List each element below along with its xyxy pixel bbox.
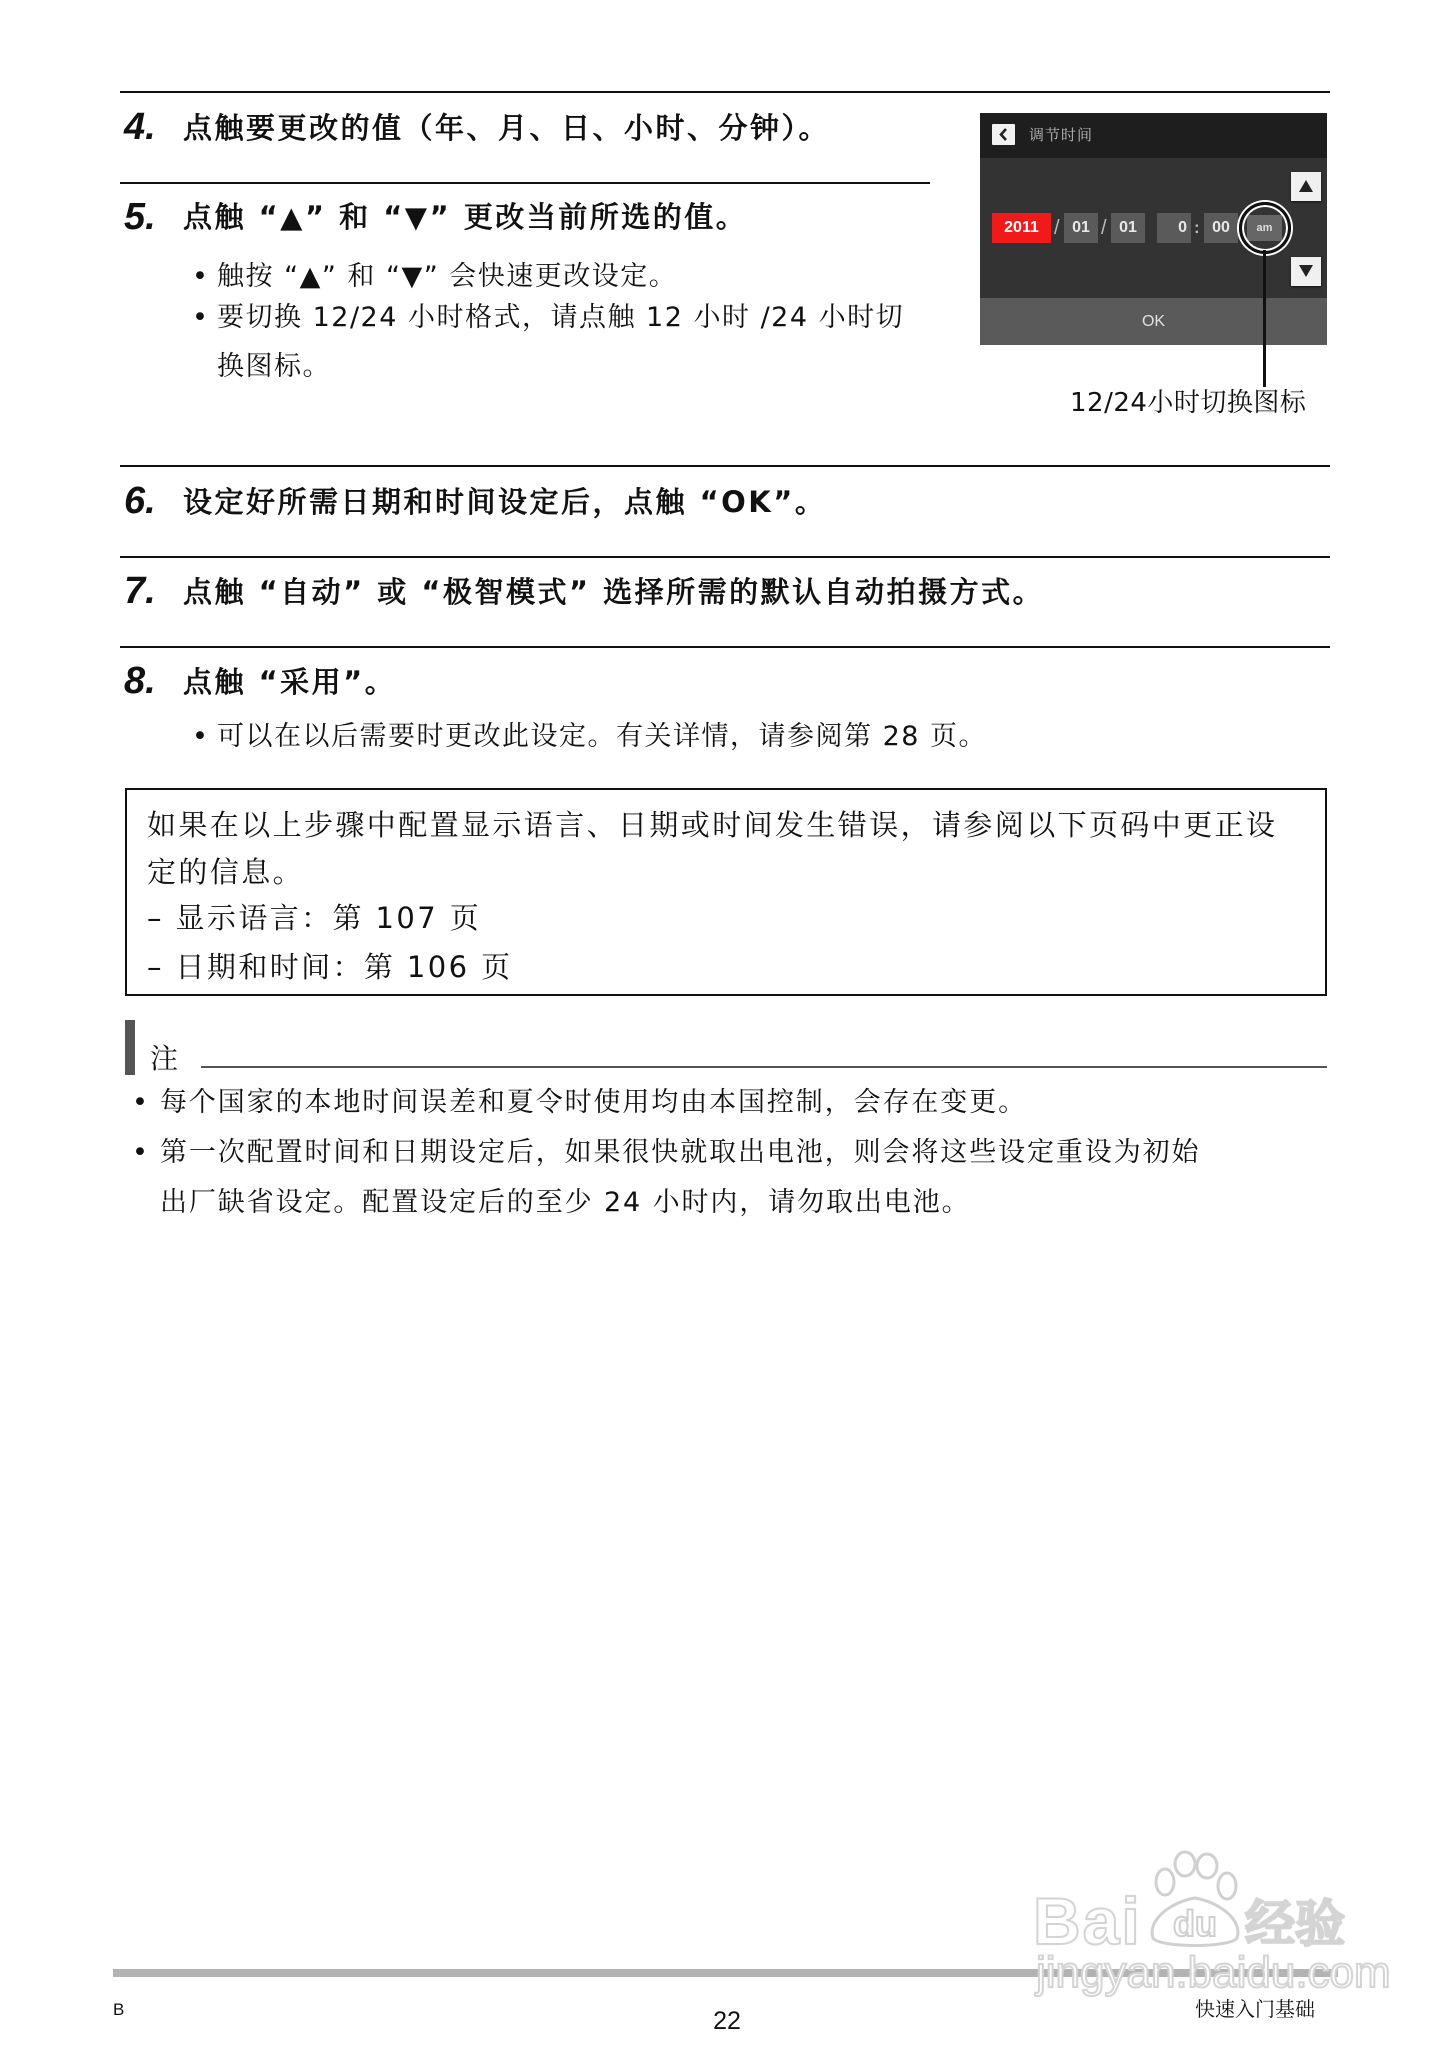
- step-instruction: 点触要更改的值（年、月、日、小时、分钟）。: [183, 111, 831, 145]
- info-page-reference: – 显示语言：第 107 页: [147, 901, 482, 935]
- note-text: 第一次配置时间和日期设定后，如果很快就取出电池，则会将这些设定重设为初始: [160, 1137, 1201, 1168]
- bullet-text: 可以在以后需要时更改此设定。有关详情，请参阅第 28 页。: [217, 721, 988, 752]
- note-divider: [201, 1066, 1327, 1068]
- note-item-continuation: [160, 1186, 971, 1220]
- paw-logo-icon: [1143, 1850, 1247, 1950]
- screen-header: [980, 113, 1327, 158]
- info-text: 定的信息。: [147, 855, 305, 889]
- info-box: [125, 788, 1327, 996]
- step-instruction: 点触 “自动” 或 “极智模式” 选择所需的默认自动拍摄方式。: [183, 575, 1045, 609]
- year-field[interactable]: 2011: [992, 213, 1051, 243]
- bullet-dot: •: [192, 302, 210, 333]
- bullet-item: [192, 301, 905, 335]
- divider: [120, 465, 1330, 467]
- hour-field[interactable]: 0: [1157, 213, 1191, 243]
- bullet-item: [192, 260, 678, 294]
- note-heading: 注: [150, 1042, 179, 1075]
- page-number: 22: [713, 2007, 741, 2035]
- callout-circle: [1239, 202, 1291, 254]
- 12-24-hour-toggle[interactable]: am: [1247, 215, 1282, 241]
- minute-field[interactable]: 00: [1204, 213, 1238, 243]
- month-field[interactable]: 01: [1064, 213, 1098, 243]
- section-title: 快速入门基础: [1195, 1997, 1315, 2021]
- note-item: [132, 1086, 1027, 1120]
- step-number: 5.: [124, 196, 156, 238]
- step-number: 6.: [124, 480, 156, 522]
- watermark-url: jingyan.baidu.com: [1036, 1948, 1391, 1997]
- time-separator: :: [1194, 218, 1200, 237]
- note-text: 出厂缺省设定。配置设定后的至少 24 小时内，请勿取出电池。: [160, 1187, 971, 1218]
- triangle-down-icon: [1299, 265, 1313, 277]
- screen-title: 调节时间: [1029, 126, 1094, 144]
- ok-button[interactable]: OK: [980, 298, 1327, 345]
- bullet-continuation: [217, 350, 331, 384]
- bullet-item: [192, 720, 988, 754]
- step-number: 4.: [124, 106, 156, 148]
- bullet-text: 触按 “▲” 和 “▼” 会快速更改设定。: [217, 261, 678, 292]
- bullet-dot: •: [132, 1087, 150, 1118]
- callout-caption: 12/24小时切换图标: [1070, 388, 1307, 418]
- day-field[interactable]: 01: [1111, 213, 1145, 243]
- bullet-dot: •: [192, 721, 210, 752]
- divider: [120, 91, 1330, 93]
- footer-marker: B: [113, 2000, 125, 2019]
- step-number: 7.: [124, 570, 156, 612]
- back-button[interactable]: [992, 124, 1015, 145]
- bullet-dot: •: [132, 1137, 150, 1168]
- bullet-dot: •: [192, 261, 210, 292]
- note-text: 每个国家的本地时间误差和夏令时使用均由本国控制，会存在变更。: [160, 1087, 1027, 1118]
- chevron-left-icon: [998, 128, 1009, 141]
- step-instruction: 点触 “▲” 和 “▼” 更改当前所选的值。: [183, 200, 748, 234]
- watermark-brand: Bai: [1033, 1884, 1142, 1958]
- triangle-up-icon: [1299, 180, 1313, 192]
- info-page-reference: – 日期和时间：第 106 页: [147, 950, 513, 984]
- bullet-text: 要切换 12/24 小时格式，请点触 12 小时 /24 小时切: [217, 302, 905, 333]
- note-marker: [125, 1020, 135, 1075]
- bullet-text: 换图标。: [217, 351, 331, 382]
- divider: [120, 646, 1330, 648]
- watermark-brand-cn: 经验: [1245, 1895, 1345, 1953]
- decrease-button[interactable]: [1291, 257, 1321, 286]
- divider: [120, 556, 1330, 558]
- note-item: [132, 1136, 1201, 1170]
- date-separator: /: [1054, 217, 1060, 239]
- divider: [120, 182, 930, 184]
- info-text: 如果在以上步骤中配置显示语言、日期或时间发生错误，请参阅以下页码中更正设: [147, 808, 1278, 842]
- date-separator: /: [1101, 217, 1107, 239]
- step-instruction: 点触 “采用”。: [183, 665, 397, 699]
- increase-button[interactable]: [1291, 172, 1321, 201]
- svg-text:du: du: [1173, 1903, 1217, 1944]
- step-instruction: 设定好所需日期和时间设定后，点触 “OK”。: [183, 485, 827, 519]
- step-number: 8.: [124, 660, 156, 702]
- callout-pointer: [1263, 250, 1266, 387]
